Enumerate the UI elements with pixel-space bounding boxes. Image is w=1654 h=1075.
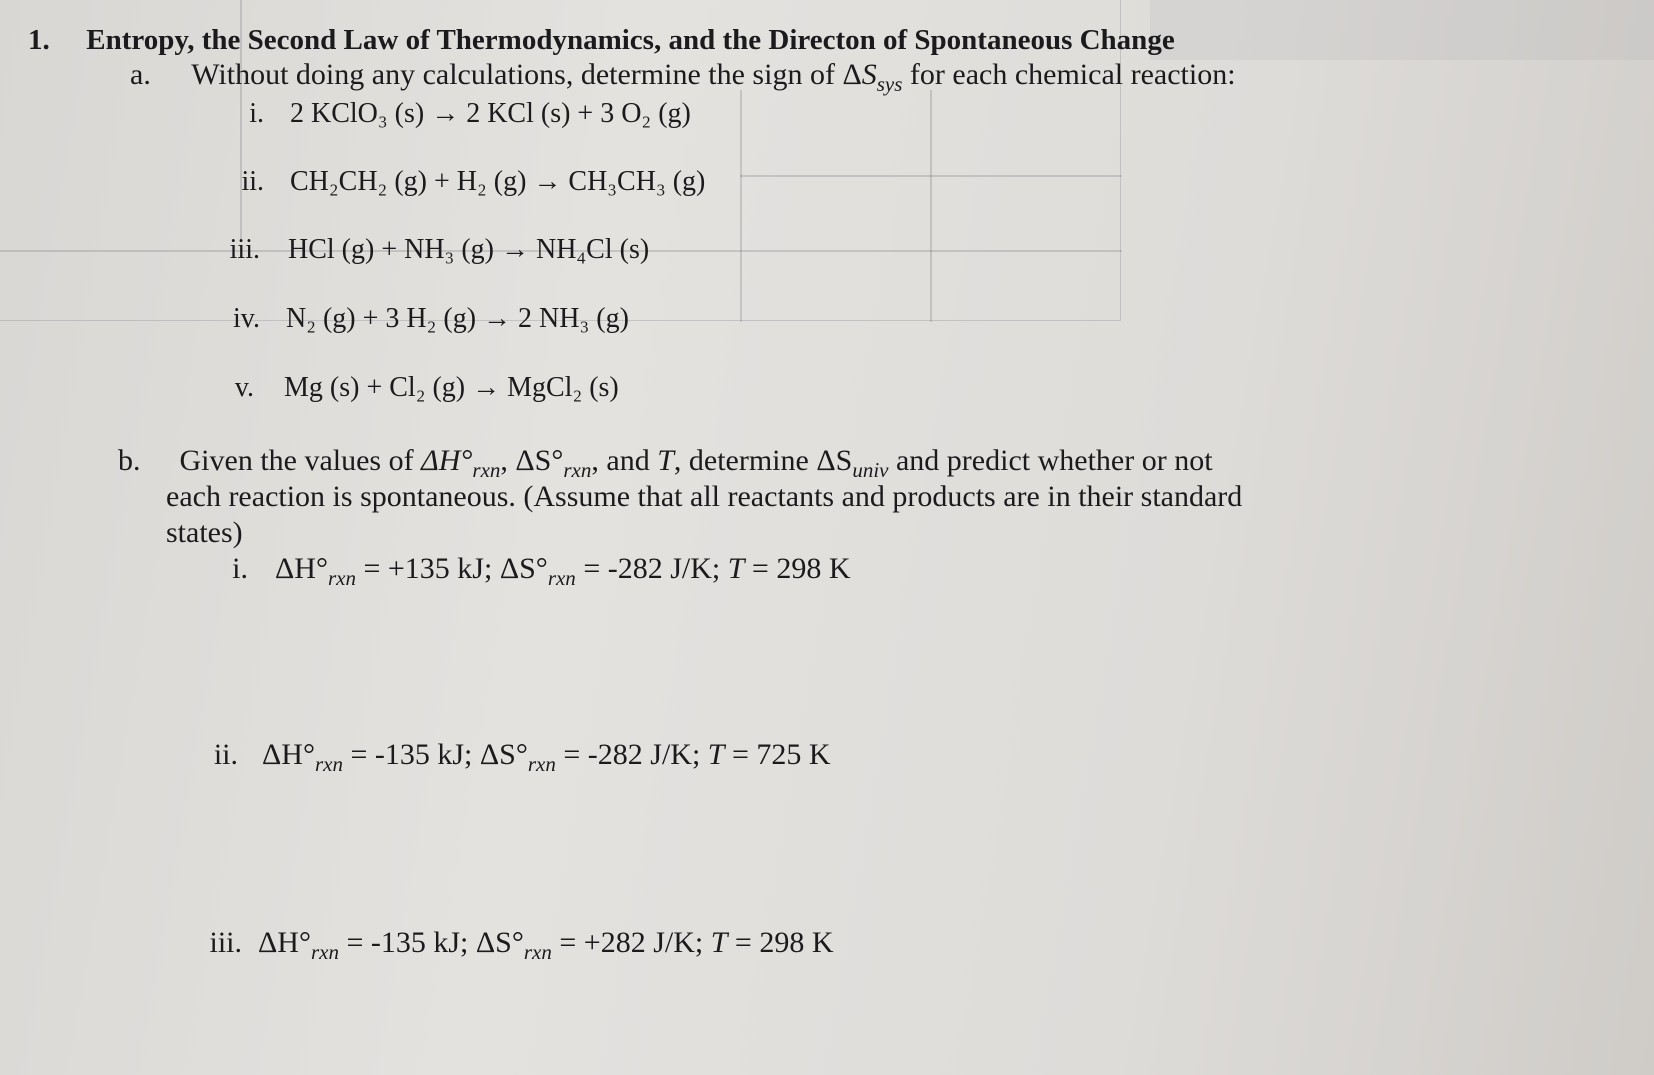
reaction-number: ii. <box>241 166 264 197</box>
part-a-prompt <box>130 58 1236 97</box>
part-b-text: and predict whether or not <box>888 444 1213 477</box>
part-b-prompt-line2: each reaction is spontaneous. (Assume that all reactants and products are in their standard <box>166 480 1243 513</box>
part-b-label: b. <box>118 444 141 477</box>
reaction-equation: HCl (g) + NH₃ (g) → NH₄Cl (s) <box>288 234 650 265</box>
temperature-value: = 298 K <box>727 926 834 959</box>
temperature-symbol: T <box>707 738 725 771</box>
entropy-symbol: S <box>861 58 877 91</box>
enthalpy-value: = -135 kJ; <box>338 926 476 959</box>
delta-symbol: Δ <box>842 58 862 91</box>
reaction-number: i. <box>249 98 264 129</box>
univ-subscript: univ <box>852 458 889 482</box>
temperature-value: = 298 K <box>744 552 851 585</box>
part-b-prompt-line3: states) <box>166 516 243 549</box>
temperature-symbol: T <box>657 444 674 477</box>
part-b-text: , <box>500 444 516 477</box>
case-number: ii. <box>213 738 238 771</box>
rxn-subscript: rxn <box>310 940 339 964</box>
temperature-symbol: T <box>710 926 728 959</box>
entropy-value: = -282 J/K; <box>575 552 728 585</box>
section-number: 1. <box>28 24 50 56</box>
part-b-text: , determine <box>673 444 817 477</box>
enthalpy-symbol: ΔH° <box>275 552 328 585</box>
part-a-text-start: Without doing any calculations, determine the sign of <box>191 58 843 91</box>
entropy-symbol: ΔS° <box>515 444 564 477</box>
reaction-number: iv. <box>233 303 260 334</box>
entropy-symbol: ΔS° <box>475 926 524 959</box>
bleed-through-row <box>740 175 1122 177</box>
rxn-subscript: rxn <box>527 752 556 776</box>
bleed-through-block <box>1150 0 1654 60</box>
sys-subscript: sys <box>876 72 903 96</box>
entropy-symbol: ΔS° <box>499 552 548 585</box>
entropy-univ-symbol: ΔS <box>816 444 853 477</box>
rxn-subscript: rxn <box>314 752 343 776</box>
enthalpy-symbol: ΔH° <box>421 444 473 477</box>
bleed-through-column <box>740 90 742 322</box>
reaction-equation: Mg (s) + Cl₂ (g) → MgCl₂ (s) <box>284 372 619 403</box>
rxn-subscript: rxn <box>327 566 356 590</box>
case-number: i. <box>232 552 248 585</box>
enthalpy-value: = -135 kJ; <box>342 738 480 771</box>
entropy-symbol: ΔS° <box>479 738 528 771</box>
rxn-subscript: rxn <box>472 458 501 482</box>
rxn-subscript: rxn <box>523 940 552 964</box>
reaction-number: v. <box>234 372 254 403</box>
reaction-number: iii. <box>229 234 260 265</box>
part-b-text: Given the values of <box>179 444 422 477</box>
section-title: Entropy, the Second Law of Thermodynamics, and the Directon of Spontaneous Change <box>86 24 1175 56</box>
section-heading <box>28 24 1175 57</box>
rxn-subscript: rxn <box>547 566 576 590</box>
part-a-text-end: for each chemical reaction: <box>902 58 1236 91</box>
part-b-prompt-line1 <box>118 444 1213 483</box>
rxn-subscript: rxn <box>563 458 592 482</box>
reaction-equation: N₂ (g) + 3 H₂ (g) → 2 NH₃ (g) <box>286 303 629 334</box>
temperature-value: = 725 K <box>724 738 831 771</box>
reaction-equation: CH₂CH₂ (g) + H₂ (g) → CH₃CH₃ (g) <box>290 166 706 197</box>
enthalpy-symbol: ΔH° <box>262 738 315 771</box>
temperature-symbol: T <box>727 552 745 585</box>
enthalpy-symbol: ΔH° <box>258 926 311 959</box>
part-a-label: a. <box>130 58 151 91</box>
bleed-through-column <box>930 90 932 322</box>
part-b-text: , and <box>591 444 658 477</box>
case-number: iii. <box>209 926 242 959</box>
enthalpy-value: = +135 kJ; <box>355 552 500 585</box>
entropy-value: = -282 J/K; <box>555 738 708 771</box>
entropy-value: = +282 J/K; <box>551 926 711 959</box>
reaction-equation: 2 KClO₃ (s) → 2 KCl (s) + 3 O₂ (g) <box>290 98 691 129</box>
